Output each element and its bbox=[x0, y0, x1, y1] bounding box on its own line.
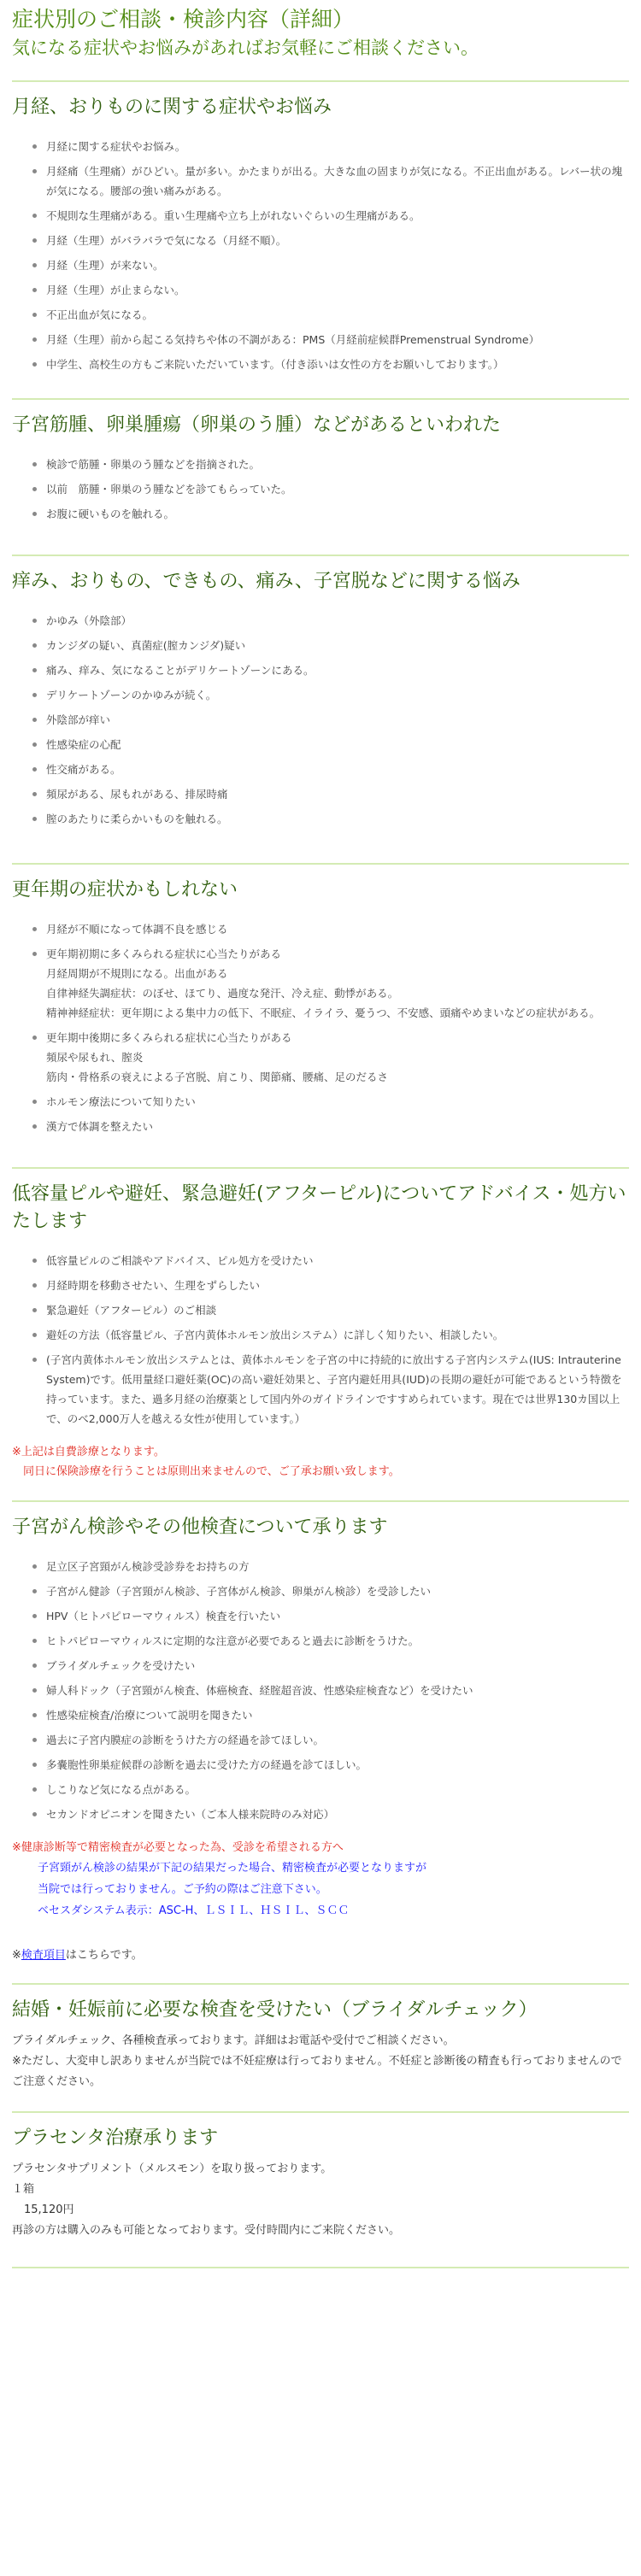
list-item-sub: 頻尿や尿もれ、膣炎 bbox=[46, 1051, 144, 1064]
list-item: しこりなど気になる点がある。 bbox=[29, 1780, 629, 1799]
section-title: 結婚・妊娠前に必要な検査を受けたい（ブライダルチェック） bbox=[12, 1999, 538, 2021]
list-item: 月経（生理）が来ない。 bbox=[29, 255, 629, 275]
exam-items-suffix: はこちらです。 bbox=[65, 1949, 143, 1962]
symptom-list bbox=[12, 611, 629, 829]
list-item: 過去に子宮内膜症の診断をうけた方の経過を診てほしい。 bbox=[29, 1730, 629, 1750]
close-exam-notice: ※健康診断等で精密検査が必要となった為、受診を希望される方へ bbox=[12, 1841, 344, 1854]
list-item: HPV（ヒトパピローマウィルス）検査を行いたい bbox=[29, 1606, 629, 1626]
list-item: 頻尿がある、尿もれがある、排尿時痛 bbox=[29, 784, 629, 804]
exam-items-line bbox=[12, 1945, 629, 1966]
list-item: 多嚢胞性卵巣症候群の診断を過去に受けた方の経過を診てほしい。 bbox=[29, 1755, 629, 1775]
page-subtitle: 気になる症状やお悩みがあればお気軽にご相談ください。 bbox=[12, 38, 479, 58]
list-item-text: 漢方で体調を整えたい bbox=[46, 1120, 154, 1133]
section-itch bbox=[12, 556, 629, 863]
self-pay-notice: ※上記は自費診療となります。 bbox=[12, 1446, 165, 1458]
list-item: 月経（生理）が止まらない。 bbox=[29, 280, 629, 300]
list-item-sub: 筋肉・骨格系の衰えによる子宮脱、肩こり、関節痛、腰痛、足のだるさ bbox=[46, 1071, 389, 1083]
section-bridal bbox=[12, 1985, 629, 2111]
list-item-sub: 自律神経失調症状：のぼせ、ほてり、過度な発汗、冷え症、動悸がある。 bbox=[46, 987, 399, 1000]
section-cancer-screening bbox=[12, 1502, 629, 1983]
placenta-text: プラセンタサプリメント（メルスモン）を取り扱っております。 bbox=[12, 2162, 332, 2175]
list-item bbox=[29, 1028, 629, 1087]
placenta-text: 再診の方は購入のみも可能となっております。受付時間内にご来院ください。 bbox=[12, 2224, 400, 2237]
list-item: 月経痛（生理痛）がひどい。量が多い。かたまりが出る。大きな血の固まりが気になる。不正出血がある。レバー状の塊が気になる。腰部の強い痛みがある。 bbox=[29, 161, 629, 201]
list-item: 足立区子宮頸がん検診受診券をお持ちの方 bbox=[29, 1557, 629, 1576]
list-item: 低容量ピルのご相談やアドバイス、ピル処方を受けたい bbox=[29, 1251, 629, 1270]
list-item: かゆみ（外陰部） bbox=[29, 611, 629, 631]
insurance-notice: 同日に保険診療を行うことは原則出来ませんので、ご了承お願い致します。 bbox=[12, 1465, 400, 1478]
list-item: 不規則な生理痛がある。重い生理痛や立ち上がれないぐらいの生理痛がある。 bbox=[29, 206, 629, 226]
list-item: 検診で筋腫・卵巣のう腫などを指摘された。 bbox=[29, 455, 629, 474]
section-title: 子宮筋腫、卵巣腫瘍（卵巣のう腫）などがあるといわれた bbox=[12, 414, 502, 436]
section-menopause bbox=[12, 865, 629, 1167]
list-item-text: 更年期初期に多くみられる症状に心当たりがある bbox=[46, 948, 282, 960]
list-item: 月経に関する症状やお悩み。 bbox=[29, 137, 629, 156]
section-title: 月経、おりものに関する症状やお悩み bbox=[12, 97, 332, 118]
service-list bbox=[12, 1557, 629, 1824]
list-item bbox=[29, 944, 629, 1023]
section-menstrual bbox=[12, 82, 629, 398]
symptom-list bbox=[12, 455, 629, 524]
list-item: カンジダの疑い、真菌症(膣カンジダ)疑い bbox=[29, 636, 629, 655]
list-item-sub: 月経周期が不規則になる。出血がある bbox=[46, 967, 228, 980]
list-item: お腹に硬いものを触れる。 bbox=[29, 504, 629, 524]
list-item: 婦人科ドック（子宮頸がん検査、体癌検査、経腟超音波、性感染症検査など）を受けたい bbox=[29, 1681, 629, 1700]
bridal-text: ブライダルチェック、各種検査承っております。詳細はお電話や受付でご相談ください。 bbox=[12, 2034, 455, 2047]
list-item-sub: 精神神経症状：更年期による集中力の低下、不眠症、イライラ、憂うつ、不安感、頭痛やめまいなどの症状がある。 bbox=[46, 1006, 601, 1019]
list-item: 避妊の方法（低容量ピル、子宮内黄体ホルモン放出システム）に詳しく知りたい、相談したい。 bbox=[29, 1325, 629, 1345]
list-item: デリケートゾーンのかゆみが続く。 bbox=[29, 685, 629, 705]
section-placenta bbox=[12, 2113, 629, 2267]
list-item: 月経時期を移動させたい、生理をずらしたい bbox=[29, 1276, 629, 1295]
list-item: セカンドオピニオンを聞きたい（ご本人様来院時のみ対応） bbox=[29, 1804, 629, 1824]
list-item: (子宮内黄体ホルモン放出システムとは、黄体ホルモンを子宮の中に持続的に放出する子宮内システム(IUS: Intrauterine System)です。低用量経口避妊薬(OC)の高い避妊効果と、子宮内避妊用具(IUD)の長期の避妊が可能であるという特徴を持っています。また、過多月経の治療薬として国内外のガイドラインですすめられています。現在では世界130カ国以上で、のべ2,000万人を越える女性が使用しています。） bbox=[29, 1350, 629, 1429]
list-item: 月経（生理）がバラバラで気になる（月経不順）。 bbox=[29, 231, 629, 250]
price-value: 15,120円 bbox=[24, 2203, 74, 2216]
divider bbox=[12, 2267, 629, 2268]
symptom-list bbox=[12, 137, 629, 374]
bethesda-note: 子宮頸がん検診の結果が下記の結果だった場合、精密検査が必要となりますが bbox=[38, 1862, 427, 1875]
section-title: 痒み、おりもの、できもの、痛み、子宮脱などに関する悩み bbox=[12, 571, 520, 592]
list-item: 痛み、痒み、気になることがデリケートゾーンにある。 bbox=[29, 660, 629, 680]
section-title: プラセンタ治療承ります bbox=[12, 2127, 219, 2149]
price-unit: １箱 bbox=[12, 2183, 35, 2196]
list-item: 以前 筋腫・卵巣のう腫などを診てもらっていた。 bbox=[29, 479, 629, 499]
list-item: 不正出血が気になる。 bbox=[29, 305, 629, 325]
list-item bbox=[29, 919, 629, 939]
list-item bbox=[29, 1117, 629, 1136]
page-title: 症状別のご相談・検診内容（詳細） bbox=[12, 7, 355, 32]
exam-items-prefix: ※ bbox=[12, 1949, 21, 1962]
bridal-text: ※ただし、大変申し訳ありませんが当院では不妊症療は行っておりません。不妊症と診断後の精査も行っておりませんのでご注意ください。 bbox=[12, 2055, 622, 2088]
list-item bbox=[29, 1092, 629, 1112]
list-item-text: 更年期中後期に多くみられる症状に心当たりがある bbox=[46, 1031, 292, 1044]
list-item-text: ホルモン療法について知りたい bbox=[46, 1095, 196, 1108]
section-title: 子宮がん検診やその他検査について承ります bbox=[12, 1517, 388, 1538]
list-item: 月経（生理）前から起こる気持ちや体の不調がある：PMS（月経前症候群Premenstrual Syndrome） bbox=[29, 330, 629, 349]
section-title: 更年期の症状かもしれない bbox=[12, 879, 238, 901]
list-item-text: 月経が不順になって体調不良を感じる bbox=[46, 923, 228, 936]
symptom-list bbox=[12, 919, 629, 1136]
exam-items-link[interactable]: 検査項目 bbox=[21, 1949, 66, 1962]
list-item: 性交痛がある。 bbox=[29, 760, 629, 779]
list-item: 膣のあたりに柔らかいものを触れる。 bbox=[29, 809, 629, 829]
list-item: 性感染症検査/治療について説明を聞きたい bbox=[29, 1705, 629, 1725]
section-fibroid bbox=[12, 400, 629, 555]
bethesda-note: ベセスダシステム表示：ASC-H、ＬＳＩＬ、ＨＳＩＬ、ＳＣＣ bbox=[38, 1904, 350, 1917]
list-item: ブライダルチェックを受けたい bbox=[29, 1656, 629, 1675]
list-item: 子宮がん健診（子宮頸がん検診、子宮体がん検診、卵巣がん検診）を受診したい bbox=[29, 1581, 629, 1601]
bethesda-note: 当院では行っておりません。ご予約の際はご注意下さい。 bbox=[38, 1883, 327, 1896]
list-item: 中学生、高校生の方もご来院いただいています。（付き添いは女性の方をお願いしております。） bbox=[29, 355, 629, 374]
section-pill bbox=[12, 1169, 629, 1500]
service-list bbox=[12, 1251, 629, 1429]
list-item: ヒトパピローマウィルスに定期的な注意が必要であると過去に診断をうけた。 bbox=[29, 1631, 629, 1651]
list-item: 外陰部が痒い bbox=[29, 710, 629, 730]
list-item: 緊急避妊（アフターピル）のご相談 bbox=[29, 1300, 629, 1320]
list-item: 性感染症の心配 bbox=[29, 735, 629, 754]
section-title: 低容量ピルや避妊、緊急避妊(アフターピル)についてアドバイス・処方いたします bbox=[12, 1183, 626, 1232]
